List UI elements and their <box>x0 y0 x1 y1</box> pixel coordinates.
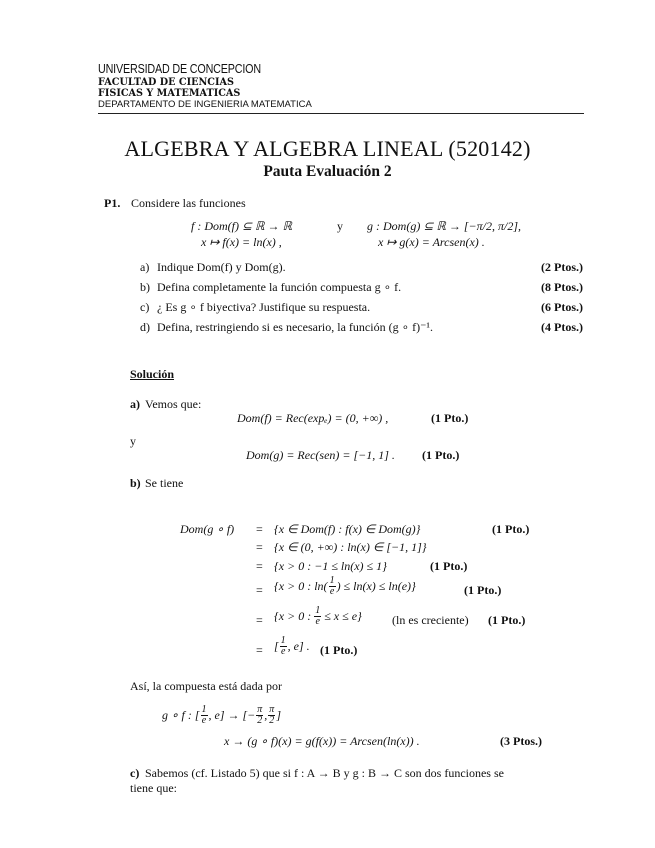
map-1-mid: , e] → [− <box>208 708 256 722</box>
problem-intro: Considere las funciones <box>131 196 246 210</box>
item-c-points: (6 Ptos.) <box>541 300 583 314</box>
page-subtitle: Pauta Evaluación 2 <box>263 163 392 180</box>
item-a-label: a) <box>140 260 150 274</box>
item-d-label: d) <box>140 320 150 334</box>
row-6-post: , e] . <box>287 639 310 653</box>
derivation-row-3: {x > 0 : −1 ≤ ln(x) ≤ 1} <box>274 559 387 573</box>
derivation-row-5-points: (1 Pto.) <box>488 613 526 627</box>
sol-b-label: b) <box>130 476 141 490</box>
sol-a-text: Vemos que: <box>145 397 202 411</box>
composition-map-points: (3 Ptos.) <box>500 734 542 748</box>
composition-map-line-1 <box>162 705 281 726</box>
item-b-label: b) <box>140 280 150 294</box>
sol-a-eq1: Dom(f) = Rec(expₑ) = (0, +∞) , <box>237 411 389 425</box>
derivation-lhs: Dom(g ∘ f) <box>180 522 235 536</box>
fraction-numerator: 1 <box>329 575 335 586</box>
fraction-numerator: π <box>269 704 275 715</box>
sol-a-eq2: Dom(g) = Rec(sen) = [−1, 1] . <box>246 448 395 462</box>
derivation-row-2: {x ∈ (0, +∞) : ln(x) ∈ [−1, 1]} <box>274 540 427 554</box>
derivation-equals: = <box>256 559 263 573</box>
derivation-row-5 <box>274 606 362 627</box>
fraction-one-over-e <box>201 705 208 726</box>
header-divider <box>98 113 584 114</box>
derivation-row-1: {x ∈ Dom(f) : f(x) ∈ Dom(g)} <box>274 522 421 536</box>
composition-intro: Así, la compuesta está dada por <box>130 679 282 693</box>
derivation-equals: = <box>256 643 263 657</box>
row-6-pre: [ <box>274 639 279 653</box>
department-name: DEPARTAMENTO DE INGENIERIA MATEMATICA <box>98 99 312 110</box>
derivation-equals: = <box>256 540 263 554</box>
fraction-one-over-e <box>280 636 287 657</box>
faculty-line-1: FACULTAD DE CIENCIAS <box>98 76 234 88</box>
sol-b-text: Se tiene <box>145 476 184 490</box>
derivation-row-6-points: (1 Pto.) <box>320 643 358 657</box>
def-f-line-1: f : Dom(f) ⊆ ℝ → ℝ <box>191 219 293 233</box>
derivation-row-5-note: (ln es creciente) <box>392 613 469 627</box>
item-d-text: Defina, restringiendo si es necesario, la función (g ∘ f)⁻¹. <box>157 320 434 334</box>
derivation-row: = <box>256 522 263 536</box>
row-4-pre: {x > 0 : ln( <box>274 579 328 593</box>
derivation-row-4 <box>274 576 416 597</box>
item-a-points: (2 Ptos.) <box>541 260 583 274</box>
sol-a-eq1-points: (1 Pto.) <box>431 411 469 425</box>
university-name: UNIVERSIDAD DE CONCEPCION <box>98 62 261 76</box>
map-1-pre: g ∘ f : [ <box>162 708 200 722</box>
sol-a-eq2-points: (1 Pto.) <box>422 448 460 462</box>
derivation-row-6 <box>274 636 310 657</box>
row-5-post: ≤ x ≤ e} <box>324 609 362 623</box>
fraction-pi-over-2 <box>256 705 263 726</box>
item-c-text: ¿ Es g ∘ f biyectiva? Justifique su respuesta. <box>157 300 371 314</box>
item-b-text: Defina completamente la función compuesta g ∘ f. <box>157 280 402 294</box>
faculty-line-2: FISICAS Y MATEMATICAS <box>98 87 241 99</box>
map-1-end: ] <box>276 708 281 722</box>
problem-label: P1. <box>104 196 121 210</box>
solution-heading: Solución <box>130 367 175 381</box>
sol-a-label: a) <box>130 397 140 411</box>
sol-c-text-line-2: tiene que: <box>130 781 177 795</box>
derivation-row-4-points: (1 Pto.) <box>464 583 502 597</box>
def-and: y <box>337 219 343 233</box>
fraction-one-over-e <box>314 606 321 627</box>
fraction-denominator: e <box>201 715 207 726</box>
fraction-numerator: 1 <box>201 704 207 715</box>
sol-a-and: y <box>130 434 136 448</box>
def-f-line-2: x ↦ f(x) = ln(x) , <box>201 235 282 249</box>
def-g-line-2: x ↦ g(x) = Arcsen(x) . <box>378 235 485 249</box>
composition-map-line-2: x → (g ∘ f)(x) = g(f(x)) = Arcsen(ln(x)) . <box>224 734 420 748</box>
derivation-row-3-points: (1 Pto.) <box>430 559 468 573</box>
fraction-denominator: 2 <box>269 715 275 726</box>
derivation-equals: = <box>256 583 263 597</box>
fraction-numerator: 1 <box>280 635 286 646</box>
fraction-pi-over-2 <box>268 705 275 726</box>
fraction-numerator: 1 <box>315 605 321 616</box>
map-1-sep: , <box>264 708 268 722</box>
derivation-equals: = <box>256 613 263 627</box>
sol-c-text-line-1: Sabemos (cf. Listado 5) que si f : A → B y g : B → C son dos funciones se <box>145 766 504 780</box>
row-4-post: ) ≤ ln(x) ≤ ln(e)} <box>336 579 416 593</box>
fraction-denominator: e <box>280 646 286 657</box>
fraction-denominator: 2 <box>257 715 263 726</box>
row-5-pre: {x > 0 : <box>274 609 312 623</box>
derivation-row-1-points: (1 Pto.) <box>492 522 530 536</box>
item-d-points: (4 Ptos.) <box>541 320 583 334</box>
fraction-numerator: π <box>257 704 263 715</box>
fraction-denominator: e <box>315 616 320 627</box>
page-title: ALGEBRA Y ALGEBRA LINEAL (520142) <box>124 136 531 161</box>
item-c-label: c) <box>140 300 150 314</box>
def-g-line-1: g : Dom(g) ⊆ ℝ → [−π/2, π/2], <box>367 219 522 233</box>
fraction-one-over-e <box>329 576 336 597</box>
fraction-denominator: e <box>329 586 335 597</box>
item-b-points: (8 Ptos.) <box>541 280 583 294</box>
sol-c-label: c) <box>130 766 140 780</box>
item-a-text: Indique Dom(f) y Dom(g). <box>157 260 286 274</box>
